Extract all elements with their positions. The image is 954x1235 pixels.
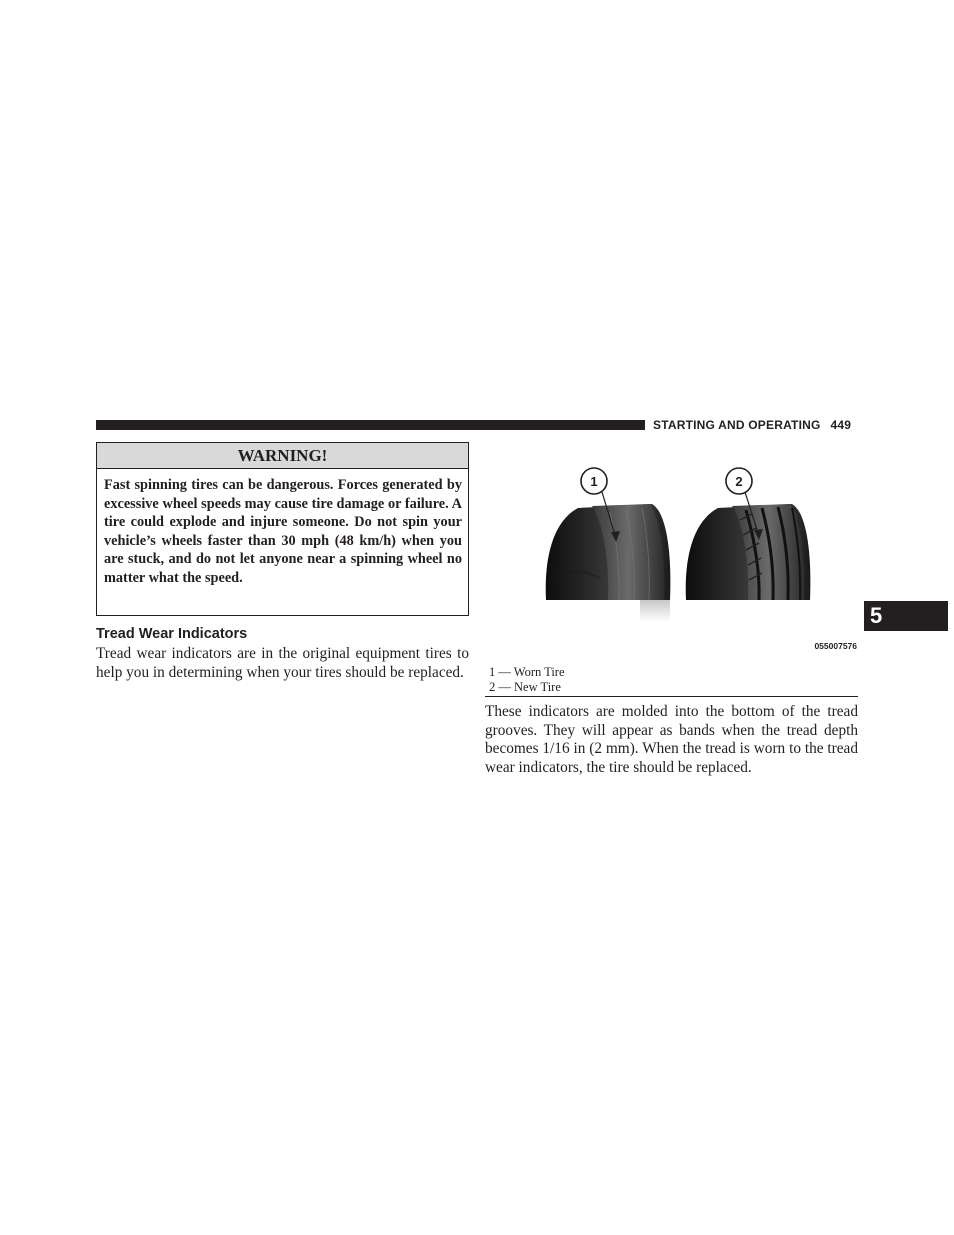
- header-rule: [96, 420, 645, 430]
- section-title: STARTING AND OPERATING: [653, 418, 821, 432]
- figure-code: 055007576: [814, 641, 857, 651]
- running-header: [653, 417, 858, 433]
- new-tire: [686, 504, 811, 600]
- floor-shadow: [640, 600, 670, 622]
- legend-item-worn-tire: 1 — Worn Tire: [489, 665, 565, 679]
- body-paragraph-right: These indicators are molded into the bottom of the tread grooves. They will appear as bands when the tread depth becomes 1/16 in (2 mm). When the tread is worn to the tread wear indicators, the tire should be replaced.: [485, 703, 858, 777]
- tire-drawing: [540, 460, 860, 660]
- section-heading: Tread Wear Indicators: [96, 626, 248, 642]
- tire-illustration: [540, 460, 860, 660]
- callout-1-label: 1: [590, 474, 598, 489]
- warning-box: [96, 442, 469, 616]
- page-number: 449: [830, 418, 852, 432]
- legend-item-new-tire: 2 — New Tire: [489, 679, 561, 694]
- warning-title: WARNING!: [97, 443, 468, 469]
- worn-tire: [546, 504, 671, 600]
- callout-2-label: 2: [735, 474, 743, 489]
- body-paragraph-left: Tread wear indicators are in the original equipment tires to help you in determining when your tires should be replaced.: [96, 645, 469, 681]
- warning-text: Fast spinning tires can be dangerous. Forces generated by excessive wheel speeds may cause tire damage or failure. A tire could explode and injure someone. Do not spin your vehicle’s wheels faster than 30 mph (48 km/h) when you are stuck, and do not let anyone near a spinning wheel no matter what the speed.: [104, 477, 462, 586]
- chapter-tab: 5: [864, 601, 948, 631]
- figure-legend: [489, 665, 857, 694]
- legend-divider: [485, 696, 858, 697]
